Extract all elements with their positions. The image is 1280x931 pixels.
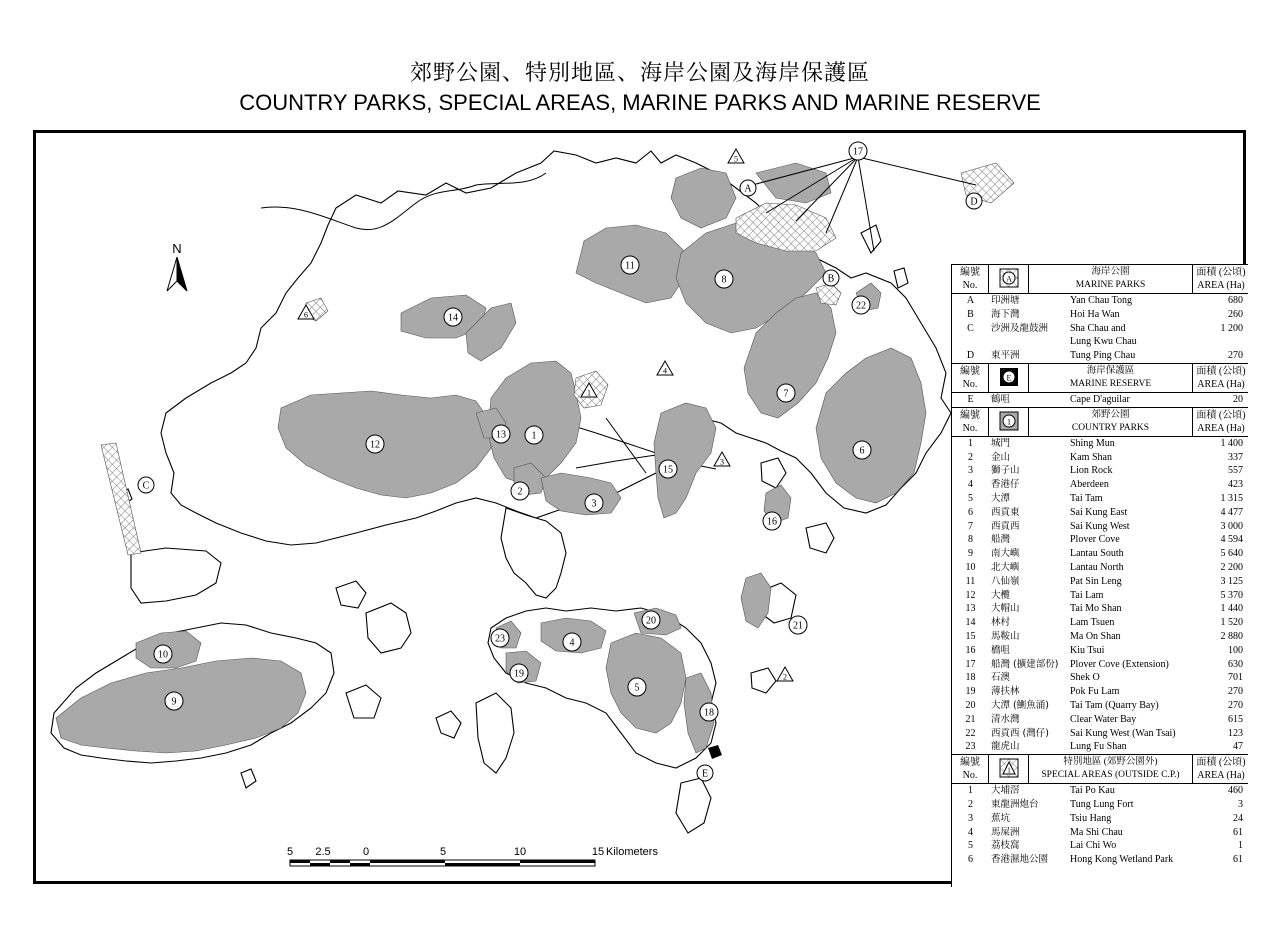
legend-row-area: 123 xyxy=(1228,727,1243,739)
legend-marine-reserve-header: 編號 No. E 海岸保護區 MARINE RESERVE 面積 (公頃) AREA (Ha) xyxy=(952,364,1248,393)
svg-text:5: 5 xyxy=(634,682,640,694)
scale-tick-label: 0 xyxy=(362,846,370,858)
legend-row-number: 7 xyxy=(968,520,973,532)
legend-row-area: 5 370 xyxy=(1220,589,1243,601)
legend-row-area: 1 315 xyxy=(1220,492,1243,504)
legend-row-number: 15 xyxy=(965,630,976,642)
legend-row-english-name: Tai Po Kau xyxy=(1070,785,1115,797)
country-park-marker-23 xyxy=(491,629,509,647)
legend-row-english-name: Ma On Shan xyxy=(1070,630,1121,642)
legend-row-english-name: Cape D'aguilar xyxy=(1070,393,1130,405)
legend-row-area: 2 200 xyxy=(1220,561,1243,573)
legend-row-number: 2 xyxy=(968,451,973,463)
legend-row-english-name: Lantau North xyxy=(1070,561,1124,573)
legend-row-english-name: Tai Mo Shan xyxy=(1070,603,1122,615)
marine-reserve-area xyxy=(708,745,722,759)
country-park-marker-14 xyxy=(444,308,462,326)
legend-row xyxy=(952,853,1248,867)
legend-row-english-name: Hong Kong Wetland Park xyxy=(1070,854,1174,866)
scale-tick-label: 5 xyxy=(439,846,447,858)
legend-row-chinese-name: 鶴咀 xyxy=(991,393,1011,405)
legend-row-area: 680 xyxy=(1228,295,1243,306)
legend-row-english-name: Sai Kung West xyxy=(1070,520,1130,532)
legend-row-area: 1 xyxy=(1238,840,1243,852)
legend-row-chinese-name: 西貢西 (灣仔) xyxy=(991,727,1049,739)
svg-text:3: 3 xyxy=(720,457,724,467)
marine-park-shape-c xyxy=(101,443,141,555)
scale-tick-label: 2.5 xyxy=(315,846,331,858)
legend-row xyxy=(952,393,1248,407)
legend-row-number: 23 xyxy=(965,741,976,753)
country-park-marker-15 xyxy=(659,460,677,478)
legend-row-chinese-name: 北大嶼 xyxy=(991,561,1020,573)
legend-row-english-name: Hoi Ha Wan xyxy=(1070,308,1120,320)
legend-row xyxy=(952,575,1248,589)
scale-tick-label: 5 xyxy=(286,846,294,858)
legend-row-chinese-name: 薄扶林 xyxy=(991,686,1020,698)
marine-park-marker-d xyxy=(966,193,982,209)
legend-row-number: 17 xyxy=(965,658,976,670)
country-park-marker-17 xyxy=(849,142,867,160)
legend-row-number: 4 xyxy=(968,479,973,491)
legend-row xyxy=(952,727,1248,741)
legend-row-chinese-name: 城門 xyxy=(991,437,1011,449)
legend-row-chinese-name: 大帽山 xyxy=(991,603,1020,615)
country-park-marker-3 xyxy=(585,494,603,512)
legend-table xyxy=(951,264,1248,887)
legend-row-number: 21 xyxy=(965,713,976,725)
svg-text:4: 4 xyxy=(663,366,667,376)
svg-text:21: 21 xyxy=(793,620,803,632)
legend-row-number: 16 xyxy=(965,644,976,656)
svg-text:22: 22 xyxy=(856,300,866,312)
legend-row-number: 22 xyxy=(965,727,976,739)
legend-row-number: 5 xyxy=(968,840,973,852)
legend-row xyxy=(952,547,1248,561)
svg-text:B: B xyxy=(827,273,835,285)
svg-text:1: 1 xyxy=(587,388,591,398)
svg-text:6: 6 xyxy=(859,445,865,457)
legend-row-chinese-name: 船灣 xyxy=(991,534,1011,546)
country-park-marker-4 xyxy=(563,633,581,651)
svg-text:14: 14 xyxy=(448,312,458,324)
legend-row-area: 3 000 xyxy=(1220,520,1243,532)
scale-bar xyxy=(288,843,688,873)
legend-no-header: 編號 No. xyxy=(952,265,989,293)
legend-row-area: 20 xyxy=(1233,393,1243,405)
legend-marine-parks-rows xyxy=(952,294,1248,364)
legend-marine-reserve-rows xyxy=(952,393,1248,408)
svg-text:3: 3 xyxy=(591,498,597,510)
country-park-marker-1 xyxy=(525,426,543,444)
legend-marine-parks-header xyxy=(952,265,1248,294)
legend-row-number: 2 xyxy=(968,798,973,810)
legend-country-parks-rows xyxy=(952,437,1248,755)
legend-row-number: B xyxy=(967,308,974,320)
legend-row-area: 1 400 xyxy=(1220,437,1243,449)
svg-text:E: E xyxy=(1006,373,1012,383)
svg-text:A: A xyxy=(1006,274,1012,284)
legend-row-number: 11 xyxy=(965,575,976,587)
marine-reserve-marker-e xyxy=(697,765,713,781)
svg-text:9: 9 xyxy=(171,696,177,708)
legend-row-number: 6 xyxy=(968,854,973,866)
legend-row-chinese-name: 蕉坑 xyxy=(991,812,1011,824)
legend-row xyxy=(952,740,1248,754)
legend-row-area: 270 xyxy=(1228,699,1243,711)
legend-row-area: 1 200 xyxy=(1220,322,1243,334)
legend-row-area: 61 xyxy=(1233,854,1243,866)
legend-row-number: 5 xyxy=(968,492,973,504)
legend-row-chinese-name: 清水灣 xyxy=(991,713,1020,725)
legend-row xyxy=(952,464,1248,478)
legend-row-area: 423 xyxy=(1228,479,1243,491)
country-park-marker-6 xyxy=(853,441,871,459)
svg-text:7: 7 xyxy=(783,388,789,400)
legend-row-area: 47 xyxy=(1233,741,1243,753)
legend-row-number: 1 xyxy=(968,785,973,797)
country-park-marker-5 xyxy=(628,678,646,696)
legend-special-areas-rows xyxy=(952,784,1248,867)
legend-row xyxy=(952,533,1248,547)
legend-row-number: 14 xyxy=(965,617,976,629)
legend-row xyxy=(952,506,1248,520)
svg-text:5: 5 xyxy=(734,154,738,164)
legend-row xyxy=(952,492,1248,506)
svg-text:10: 10 xyxy=(158,649,168,661)
country-park-marker-10 xyxy=(154,645,172,663)
legend-row-area: 630 xyxy=(1228,658,1243,670)
map-title-english: COUNTRY PARKS, SPECIAL AREAS, MARINE PARKS AND MARINE RESERVE xyxy=(239,90,1041,115)
map-title-chinese: 郊野公園、特別地區、海岸公園及海岸保護區 xyxy=(409,61,870,86)
legend-row-english-name: Lung Kwu Chau xyxy=(1070,336,1137,348)
country-park-marker-13 xyxy=(492,425,510,443)
legend-row-chinese-name: 八仙嶺 xyxy=(991,575,1020,587)
legend-row-english-name: Tai Lam xyxy=(1070,589,1104,601)
country-park-marker-11 xyxy=(621,256,639,274)
svg-text:6: 6 xyxy=(304,310,308,320)
legend-row-chinese-name: 獅子山 xyxy=(991,465,1020,477)
svg-text:4: 4 xyxy=(569,637,575,649)
legend-row-chinese-name: 林村 xyxy=(991,617,1011,629)
legend-row-chinese-name: 香港濕地公園 xyxy=(991,854,1049,866)
legend-row-area: 24 xyxy=(1233,812,1243,824)
legend-row-english-name: Sha Chau and xyxy=(1070,322,1126,334)
legend-row-chinese-name: 荔枝窩 xyxy=(991,840,1020,852)
svg-text:1: 1 xyxy=(1007,417,1011,427)
legend-row xyxy=(952,644,1248,658)
svg-text:E: E xyxy=(701,768,709,780)
svg-text:D: D xyxy=(970,196,978,208)
legend-row-english-name: Lai Chi Wo xyxy=(1070,840,1117,852)
legend-row-english-name: Lion Rock xyxy=(1070,465,1113,477)
legend-row-chinese-name: 東龍洲炮台 xyxy=(991,798,1039,810)
legend-row-chinese-name: 東平洲 xyxy=(991,350,1020,362)
legend-row xyxy=(952,798,1248,812)
airport-coast xyxy=(131,548,221,603)
legend-row xyxy=(952,437,1248,451)
legend-row xyxy=(952,671,1248,685)
legend-row-chinese-name: 西貢東 xyxy=(991,506,1020,518)
lamma-coast xyxy=(476,693,514,773)
legend-row-english-name: Kiu Tsui xyxy=(1070,644,1105,656)
legend-row-area: 270 xyxy=(1228,350,1243,362)
svg-text:18: 18 xyxy=(704,707,714,719)
legend-row-english-name: Tai Tam (Quarry Bay) xyxy=(1070,699,1159,711)
legend-row-english-name: Aberdeen xyxy=(1070,479,1109,491)
legend-row-number: A xyxy=(966,295,975,306)
legend-row-area: 270 xyxy=(1228,686,1243,698)
legend-row-english-name: Yan Chau Tong xyxy=(1070,295,1132,306)
legend-row-number: 4 xyxy=(968,826,973,838)
legend-row-chinese-name: 橋咀 xyxy=(991,644,1011,656)
country-park-marker-18 xyxy=(700,703,718,721)
legend-row-number: 1 xyxy=(968,437,973,449)
legend-row-chinese-name: 香港仔 xyxy=(991,479,1020,491)
marine-park-marker-b xyxy=(823,270,839,286)
legend-row-english-name: Pok Fu Lam xyxy=(1070,686,1120,698)
legend-row-chinese-name: 大潭 xyxy=(991,492,1011,504)
legend-row xyxy=(952,335,1248,349)
legend-row-english-name: Shek O xyxy=(1070,672,1100,684)
legend-row-chinese-name: 西貢西 xyxy=(991,520,1020,532)
legend-row-area: 61 xyxy=(1233,826,1243,838)
park-shape-15 xyxy=(654,403,716,518)
country-park-marker-12 xyxy=(366,435,384,453)
svg-text:2: 2 xyxy=(783,672,787,682)
legend-row-english-name: Lam Tsuen xyxy=(1070,617,1115,629)
legend-row-area: 1 520 xyxy=(1220,617,1243,629)
legend-row xyxy=(952,478,1248,492)
legend-row-area: 337 xyxy=(1228,451,1243,463)
legend-row-number: 13 xyxy=(965,603,976,615)
legend-row-chinese-name: 石澳 xyxy=(991,672,1011,684)
legend-row-number: 18 xyxy=(965,672,976,684)
legend-row-area: 615 xyxy=(1228,713,1243,725)
legend-row-area: 3 xyxy=(1238,798,1243,810)
legend-row-area: 460 xyxy=(1228,785,1243,797)
legend-row-number: 3 xyxy=(968,465,973,477)
scale-tick-label: 15 xyxy=(591,846,605,858)
country-park-marker-21 xyxy=(789,616,807,634)
legend-row-area: 5 640 xyxy=(1220,548,1243,560)
legend-row-chinese-name: 海下灣 xyxy=(991,308,1020,320)
north-arrow-label: N xyxy=(172,241,182,256)
country-park-marker-16 xyxy=(763,512,781,530)
legend-row-chinese-name: 馬鞍山 xyxy=(991,630,1020,642)
legend-row-area: 557 xyxy=(1228,465,1243,477)
legend-row-english-name: Tung Lung Fort xyxy=(1070,798,1134,810)
legend-row-english-name: Plover Cove (Extension) xyxy=(1070,658,1169,670)
legend-row-chinese-name: 金山 xyxy=(991,451,1011,463)
marine-park-symbol xyxy=(1000,269,1018,287)
legend-row xyxy=(952,308,1248,322)
country-park-symbol xyxy=(1000,412,1018,430)
legend-row-english-name: Sai Kung West (Wan Tsai) xyxy=(1070,727,1176,739)
legend-row-number: C xyxy=(967,322,974,334)
legend-row-number: 10 xyxy=(965,561,976,573)
north-arrow xyxy=(163,241,191,297)
legend-row-area: 4 477 xyxy=(1220,506,1243,518)
legend-row xyxy=(952,784,1248,798)
legend-row xyxy=(952,349,1248,363)
legend-area-header: 面積 (公頃) AREA (Ha) xyxy=(1192,265,1249,293)
legend-row-chinese-name: 南大嶼 xyxy=(991,548,1020,560)
legend-row xyxy=(952,451,1248,465)
special-area-symbol xyxy=(1000,759,1018,777)
svg-text:8: 8 xyxy=(721,274,727,286)
legend-row xyxy=(952,520,1248,534)
legend-row-area: 1 440 xyxy=(1220,603,1243,615)
svg-text:16: 16 xyxy=(767,516,777,528)
legend-row-area: 701 xyxy=(1228,672,1243,684)
svg-text:23: 23 xyxy=(495,633,505,645)
legend-row xyxy=(952,839,1248,853)
legend-row-area: 260 xyxy=(1228,308,1243,320)
legend-row-area: 2 880 xyxy=(1220,630,1243,642)
scale-bar-graphic xyxy=(288,843,688,873)
legend-row-chinese-name: 大埔滘 xyxy=(991,785,1020,797)
scale-unit-label: Kilometers xyxy=(606,846,658,858)
legend-special-areas-header: 編號 No. 1 特別地區 (郊野公園外) SPECIAL AREAS (OUTSIDE C.P.) 面積 (公頃) AREA (Ha) xyxy=(952,755,1248,784)
legend-row-number: 6 xyxy=(968,506,973,518)
legend-row-number: D xyxy=(966,350,975,362)
legend-row-english-name: Shing Mun xyxy=(1070,437,1115,449)
country-park-marker-7 xyxy=(777,384,795,402)
marine-reserve-symbol xyxy=(1000,368,1018,386)
svg-text:17: 17 xyxy=(853,146,863,158)
svg-text:13: 13 xyxy=(496,429,506,441)
legend-row xyxy=(952,826,1248,840)
legend-row-english-name: Plover Cove xyxy=(1070,534,1120,546)
legend-row xyxy=(952,699,1248,713)
legend-row-area: 4 594 xyxy=(1220,534,1243,546)
legend-row-area: 3 125 xyxy=(1220,575,1243,587)
legend-row-chinese-name: 印洲塘 xyxy=(991,295,1020,306)
svg-text:20: 20 xyxy=(646,615,656,627)
svg-text:19: 19 xyxy=(514,668,524,680)
legend-row-chinese-name: 船灣 (擴建部份) xyxy=(991,658,1059,670)
legend-row xyxy=(952,685,1248,699)
legend-row-chinese-name: 馬屎洲 xyxy=(991,826,1020,838)
svg-text:A: A xyxy=(744,183,752,195)
legend-row-english-name: Tsiu Hang xyxy=(1070,812,1112,824)
legend-row xyxy=(952,322,1248,336)
legend-row-number: 19 xyxy=(965,686,976,698)
legend-row-number: E xyxy=(967,393,974,405)
legend-row-chinese-name: 龍虎山 xyxy=(991,741,1020,753)
legend-row-english-name: Sai Kung East xyxy=(1070,506,1128,518)
legend-row-number: 3 xyxy=(968,812,973,824)
legend-row-chinese-name: 沙洲及龍鼓洲 xyxy=(991,322,1049,334)
legend-row xyxy=(952,602,1248,616)
country-park-marker-8 xyxy=(715,270,733,288)
svg-text:1: 1 xyxy=(1007,766,1011,775)
legend-row xyxy=(952,589,1248,603)
svg-text:11: 11 xyxy=(625,260,635,272)
legend-row xyxy=(952,294,1248,308)
special-area-marker-2 xyxy=(777,667,793,682)
legend-row xyxy=(952,658,1248,672)
country-park-marker-9 xyxy=(165,692,183,710)
svg-text:15: 15 xyxy=(663,464,673,476)
country-park-marker-20 xyxy=(642,611,660,629)
marine-park-marker-c xyxy=(138,477,154,493)
map-frame xyxy=(33,130,1246,884)
country-park-marker-2 xyxy=(511,482,529,500)
legend-row-english-name: Kam Shan xyxy=(1070,451,1112,463)
legend-country-parks-header: 編號 No. 1 郊野公園 COUNTRY PARKS 面積 (公頃) AREA (Ha) xyxy=(952,408,1248,437)
svg-text:2: 2 xyxy=(517,486,523,498)
legend-row xyxy=(952,812,1248,826)
legend-row xyxy=(952,630,1248,644)
legend-row-english-name: Ma Shi Chau xyxy=(1070,826,1123,838)
legend-row-number: 9 xyxy=(968,548,973,560)
legend-row xyxy=(952,616,1248,630)
marine-park-marker-a xyxy=(740,180,756,196)
park-shape-21 xyxy=(741,573,771,628)
legend-row-chinese-name: 大欖 xyxy=(991,589,1011,601)
legend-section-title: 海岸公園 MARINE PARKS xyxy=(1075,267,1146,290)
legend-row-number: 12 xyxy=(965,589,976,601)
legend-row-english-name: Tung Ping Chau xyxy=(1070,350,1136,362)
scale-tick-label: 10 xyxy=(513,846,527,858)
kowloon-coast xyxy=(501,508,566,598)
legend-row xyxy=(952,713,1248,727)
legend-row-chinese-name: 大潭 (鰂魚涌) xyxy=(991,699,1049,711)
special-area-marker-3 xyxy=(714,452,730,467)
legend-row-number: 8 xyxy=(968,534,973,546)
legend-row-english-name: Pat Sin Leng xyxy=(1070,575,1122,587)
special-area-marker-5 xyxy=(728,149,744,164)
legend-row-english-name: Clear Water Bay xyxy=(1070,713,1137,725)
svg-text:12: 12 xyxy=(370,439,380,451)
legend-row-english-name: Lantau South xyxy=(1070,548,1124,560)
scale-tick-labels xyxy=(287,846,659,858)
legend-row-number: 20 xyxy=(965,699,976,711)
country-park-marker-22 xyxy=(852,296,870,314)
country-park-marker-19 xyxy=(510,664,528,682)
svg-text:C: C xyxy=(142,480,150,492)
svg-text:1: 1 xyxy=(531,430,537,442)
legend-row xyxy=(952,561,1248,575)
legend-row-english-name: Tai Tam xyxy=(1070,492,1103,504)
legend-row-english-name: Lung Fu Shan xyxy=(1070,741,1127,753)
legend-row-area: 100 xyxy=(1228,644,1243,656)
